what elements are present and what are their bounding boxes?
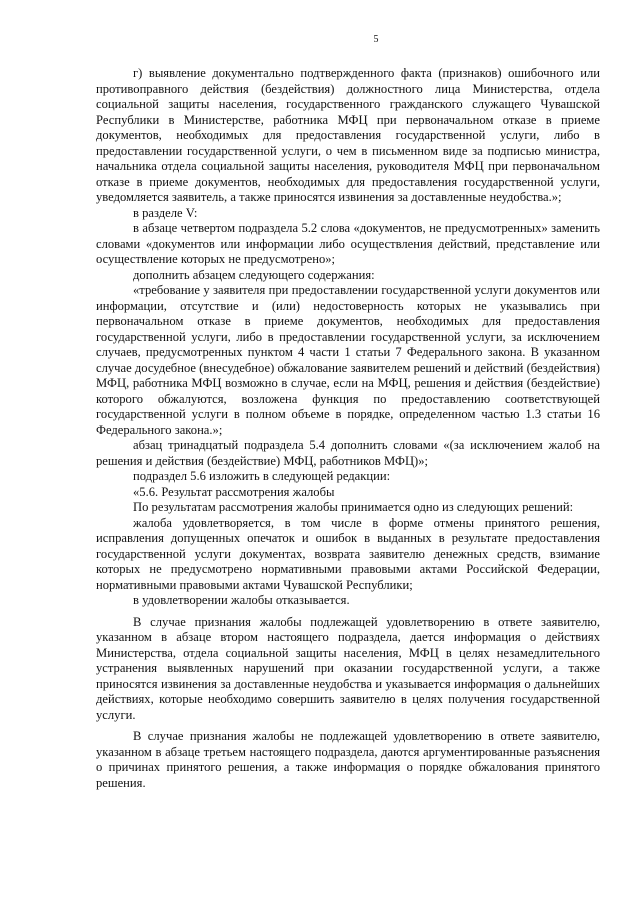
paragraph-item-g: г) выявление документально подтвержденного факта (признаков) ошибочного или противоправного действия (бездействия) должностного лица Министерства, отдела социальной защиты населения, государственного гражданского служащего Чувашской Республики в Министерстве, работника МФЦ при первоначальном отказе в приеме документов, необходимых для предоставления государственной услуги, либо в предоставлении государственной услуги, о чем в письменном виде за подписью министра, начальника отдела социальной защиты населения, руководителя МФЦ при первоначальном отказе в приеме документов, необходимых для предоставления государственной услуги, уведомляется заявитель, а также приносятся извинения за доставленные неудобства.»; <box>96 66 600 204</box>
paragraph-refused-response: В случае признания жалобы не подлежащей удовлетворению в ответе заявителю, указанном в абзаце третьем настоящего подраздела, даются аргументированные разъяснения о причинах принятого решения, а также информация о порядке обжалования принятого решения. <box>96 729 600 790</box>
paragraph-restate-5-6: подраздел 5.6 изложить в следующей редакции: <box>133 469 391 483</box>
paragraph-satisfied-response: В случае признания жалобы подлежащей удовлетворению в ответе заявителю, указанном в абзаце втором настоящего подраздела, дается информация о действиях Министерства, отдела социальной защиты населения, МФЦ в целях незамедлительного устранения выявленных нарушений при оказании государственной услуги, а также приносятся извинения за доставленные неудобства и указывается информация о дальнейших действиях, которые необходимо совершить заявителю в целях получения государственной услуги. <box>96 614 600 722</box>
paragraph-add-clause: дополнить абзацем следующего содержания: <box>133 267 375 282</box>
paragraph-section-v: в разделе V: <box>133 205 198 220</box>
paragraph-amend-5-4: абзац тринадцатый подраздела 5.4 дополнить словами «(за исключением жалоб на решения и действия (бездействие) МФЦ, работников МФЦ)»; <box>96 438 600 468</box>
paragraph-requirement-quote: «требование у заявителя при предоставлении государственной услуги документов или информации, отсутствие и (или) недостоверность которых не указывались при первоначальном отказе в приеме документов, необходимых для предоставления государственной услуги, либо в предоставлении государственной услуги, за исключением случаев, предусмотренных пунктом 4 части 1 статьи 7 Федерального закона. В указанном случае досудебное (внесудебное) обжалование заявителем решений и действий (бездействия) МФЦ, работника МФЦ возможно в случае, если на МФЦ, решения и действия (бездействие) которого обжалуются, возложена функция по предоставлению соответствующей государственной услуги в полном объеме в порядке, определенном частью 1.3 статьи 16 Федерального закона.»; <box>96 283 600 437</box>
paragraph-decision-intro: По результатам рассмотрения жалобы принимается одно из следующих решений: <box>133 500 574 514</box>
paragraph-heading-5-6: «5.6. Результат рассмотрения жалобы <box>133 484 335 499</box>
page-number: 5 <box>373 34 379 45</box>
paragraph-amend-5-2: в абзаце четвертом подраздела 5.2 слова «документов, не предусмотренных» заменить словами «документов или информации либо осуществления действий, представление или осуществление которых не предусмотрено»; <box>96 221 600 266</box>
paragraph-complaint-refused: в удовлетворении жалобы отказывается. <box>133 593 350 607</box>
paragraph-complaint-satisfied: жалоба удовлетворяется, в том числе в форме отмены принятого решения, исправления допущенных опечаток и ошибок в выданных в результате предоставления государственной услуги документах, возврата заявителю денежных средств, взимание которых не предусмотрено нормативными правовыми актами Российской Федерации, нормативными правовыми актами Чувашской Республики; <box>96 515 600 592</box>
